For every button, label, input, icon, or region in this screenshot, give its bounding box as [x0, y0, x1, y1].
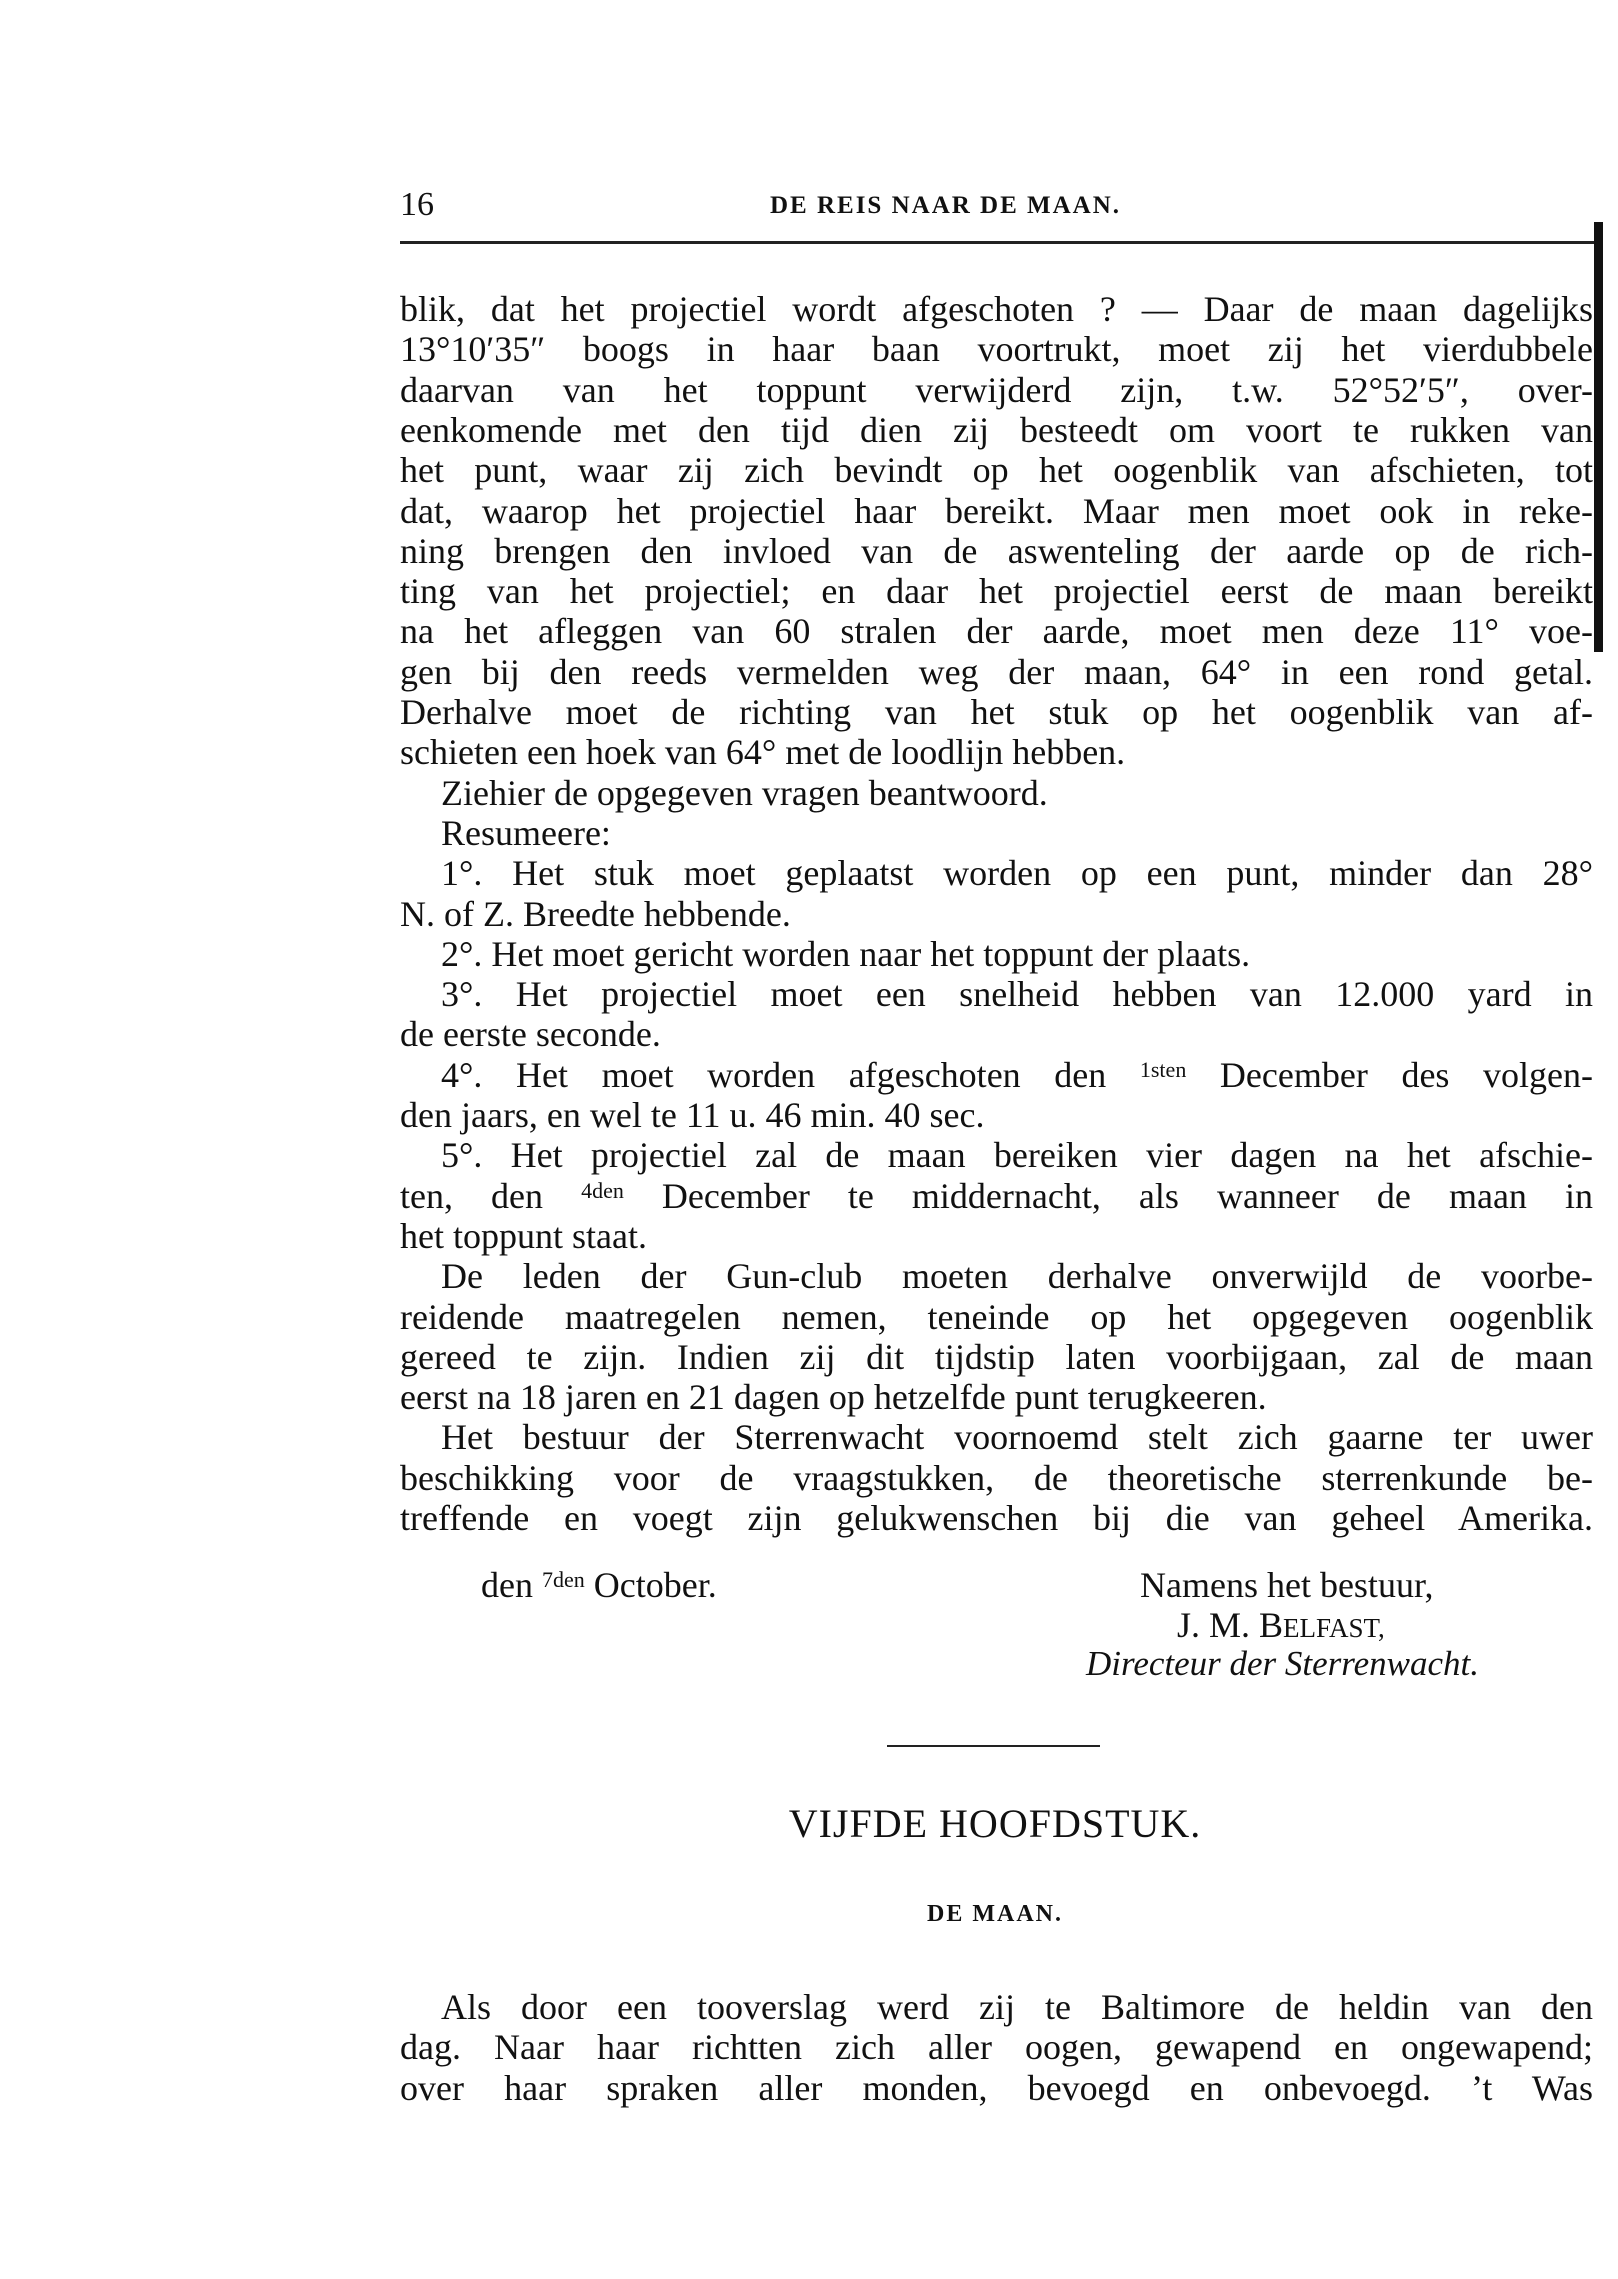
text-line: den jaars, en wel te 11 u. 46 min. 40 sec. [400, 1095, 985, 1135]
text-line: eerst na 18 jaren en 21 dagen op hetzelfde punt terugkeeren. [400, 1377, 1267, 1418]
signature-name [1177, 1604, 1385, 1646]
text-line: daarvan van het toppunt verwijderd zijn, t.w. 52°52′5″, over- [400, 369, 1593, 410]
text-line: gen bij den reeds vermelden weg der maan, 64° in een rond getal. [400, 651, 1593, 692]
page-number: 16 [400, 186, 434, 223]
date-month: October. [584, 1565, 717, 1605]
header-rule [400, 241, 1600, 244]
text-line: Als door een tooverslag werd zij te Baltimore de heldin van den [441, 1987, 1593, 2027]
text-line: 2°. Het moet gericht worden naar het toppunt der plaats. [441, 933, 1251, 974]
text-line: schieten een hoek van 64° met de loodlijn hebben. [400, 732, 1126, 773]
chapter-divider [887, 1745, 1100, 1747]
text-line: 3°. Het projectiel moet een snelheid hebben van 12.000 yard in [441, 974, 1593, 1015]
text-line: 1°. Het stuk moet geplaatst worden op een punt, minder dan 28° [441, 853, 1593, 894]
text-line: gereed te zijn. Indien zij dit tijdstip laten voorbijgaan, zal de maan [400, 1336, 1593, 1377]
running-title: DE REIS NAAR DE MAAN. [770, 192, 1122, 219]
date-superscript: 7den [541, 1567, 585, 1592]
text-line: dag. Naar haar richtten zich aller oogen, gewapend en ongewapend; [400, 2027, 1593, 2068]
text-line-pre: 4°. Het moet worden afgeschoten den [441, 1054, 1140, 1095]
text-line-sup: 4den [581, 1177, 624, 1203]
text-line: de eerste seconde. [400, 1014, 661, 1055]
text-line: eenkomende met den tijd dien zij besteedt om voort te rukken van [400, 409, 1593, 450]
text-line: Resumeere: [441, 812, 611, 853]
text-line: het toppunt staat. [400, 1215, 647, 1256]
text-line: 5°. Het projectiel zal de maan bereiken vier dagen na het afschie- [441, 1135, 1593, 1176]
text-line: reidende maatregelen nemen, teneinde op het opgegeven oogenblik [400, 1296, 1593, 1337]
text-line [441, 1055, 1593, 1095]
text-line-pre: ten, den [400, 1175, 582, 1216]
text-line-post: December des volgen- [1186, 1054, 1594, 1095]
chapter-title: VIJFDE HOOFDSTUK. [788, 1801, 1202, 1846]
text-line: ting van het projectiel; en daar het projectiel eerst de maan bereikt [400, 571, 1593, 612]
text-line: het punt, waar zij zich bevindt op het oogenblik van afschieten, tot [400, 450, 1593, 491]
text-line-sup: 1sten [1139, 1056, 1187, 1082]
text-line: na het afleggen van 60 stralen der aarde, moet men deze 11° voe- [400, 611, 1593, 652]
text-line: 13°10′35″ boogs in haar baan voortrukt, moet zij het vierdubbele [400, 329, 1593, 370]
text-line: treffende en voegt zijn gelukwenschen bij die van geheel Amerika. [400, 1498, 1593, 1538]
text-line: beschikking voor de vraagstukken, de theoretische sterrenkunde be- [400, 1457, 1593, 1498]
text-line: ning brengen den invloed van de aswenteling der aarde op de rich- [400, 530, 1593, 571]
text-line: over haar spraken aller monden, bevoegd en onbevoegd. ’t Was [400, 2067, 1593, 2108]
scan-edge-shadow [1594, 222, 1603, 652]
text-line: Derhalve moet de richting van het stuk op het oogenblik van af- [400, 692, 1593, 732]
date-text: den [481, 1565, 542, 1605]
signature-name-rest: ELFAST, [1283, 1613, 1385, 1643]
text-line-post: December te middernacht, als wanneer de maan in [623, 1175, 1593, 1216]
signature-name-initials: J. M. B [1177, 1605, 1284, 1645]
chapter-subtitle: DE MAAN. [927, 1901, 1063, 1927]
letter-date [481, 1564, 717, 1606]
signature-title: Directeur der Sterrenwacht. [1086, 1644, 1480, 1683]
text-line: N. of Z. Breedte hebbende. [400, 893, 791, 934]
text-line [400, 1176, 1593, 1216]
text-line: blik, dat het projectiel wordt afgeschoten ? — Daar de maan dagelijks [400, 289, 1593, 329]
text-line: De leden der Gun-club moeten derhalve onverwijld de voorbe- [441, 1256, 1593, 1297]
text-line: Het bestuur der Sterrenwacht voornoemd stelt zich gaarne ter uwer [441, 1417, 1593, 1458]
text-line: dat, waarop het projectiel haar bereikt. Maar men moet ook in reke- [400, 490, 1593, 531]
signature-namens: Namens het bestuur, [1140, 1565, 1434, 1605]
text-line: Ziehier de opgegeven vragen beantwoord. [441, 772, 1048, 813]
